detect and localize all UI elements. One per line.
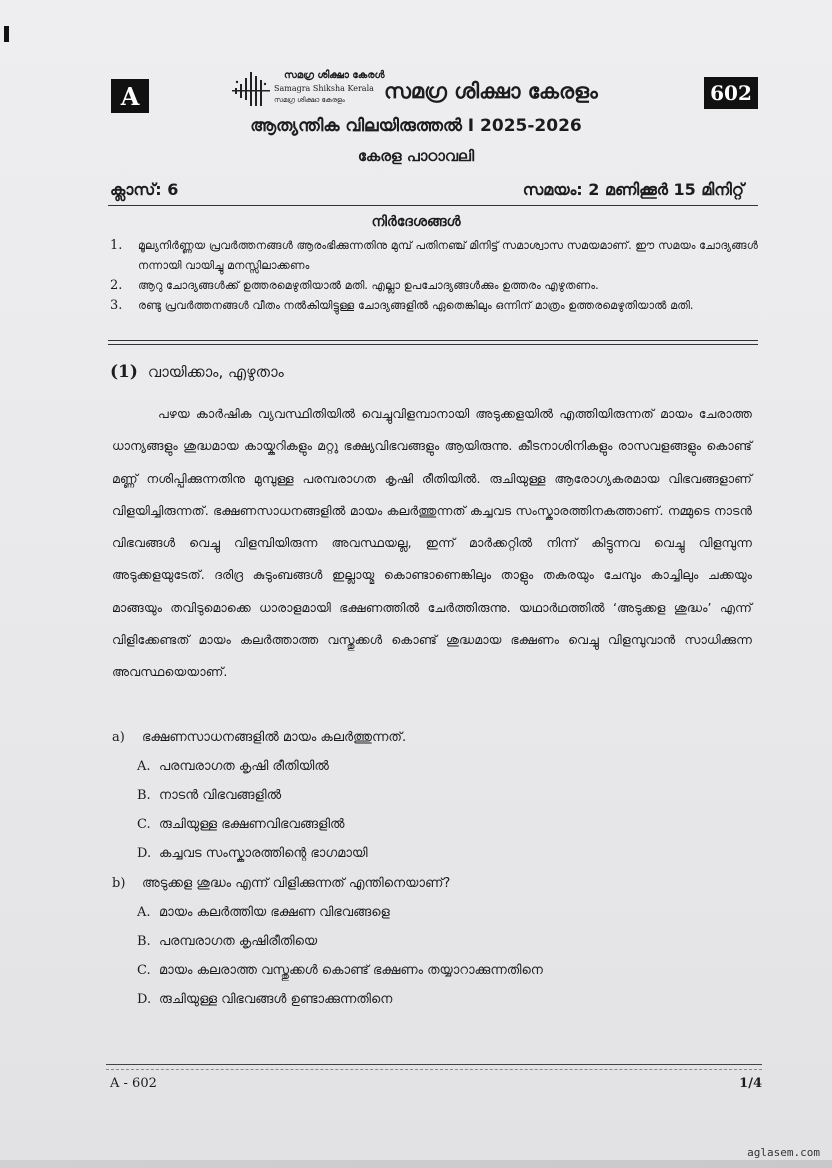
next-page-edge [0,1160,832,1168]
logo-emblem-icon [232,70,272,110]
instruction-text: മൂല്യനിർണ്ണയ പ്രവർത്തനങ്ങൾ ആരംഭിക്കുന്നതിനു മുമ്പ് പതിനഞ്ച് മിനിട്ട് സമാശ്വാസ സമയമാണ്. ഈ സമയം ചോദ്യങ്ങൾ നന്നായി വായിച്ചു മനസ്സിലാക്കണം [138,239,758,272]
instruction-number: 1. [110,238,123,253]
samagra-shiksha-logo [232,68,385,114]
instructions-divider [108,340,758,345]
option-label: D. [137,992,152,1007]
section-heading [110,362,284,382]
exam-title: ആത്യന്തിക വിലയിരുത്തൽ I 2025-2026 [250,116,582,136]
option-label: C. [137,817,151,832]
question-label: a) [112,730,125,745]
scan-corner-mark [4,26,9,42]
option-text: മായം കലർത്തിയ ഭക്ഷണ വിഭവങ്ങളെ [159,905,390,920]
subject-title: കേരള പാഠാവലി [357,147,475,165]
option-label: C. [137,963,151,978]
footer-divider [106,1064,762,1065]
question-b [112,876,450,891]
instruction-text: ആറു ചോദ്യങ്ങൾക്ക് ഉത്തരമെഴുതിയാൽ മതി. എല്ലാ ഉപചോദ്യങ്ങൾക്കും ഉത്തരം എഴുതണം. [138,279,599,292]
footer-divider-dashed [106,1069,762,1070]
question-b-option [137,905,390,920]
section-number: (1) [110,362,138,382]
time-label: സമയം: 2 മണിക്കൂർ 15 മിനിറ്റ് [522,180,744,199]
option-label: A. [137,905,151,920]
instruction-item [110,296,760,316]
question-a-option [137,788,281,803]
question-b-option [137,963,543,978]
option-label: A. [137,759,151,774]
option-text: മായം കലരാത്ത വസ്തുക്കൾ കൊണ്ട് ഭക്ഷണം തയ്യാറാക്കുന്നതിനെ [159,963,543,978]
question-label: b) [112,876,126,891]
instruction-item [110,236,760,276]
instructions-title: നിർദേശങ്ങൾ [371,214,461,230]
question-a [112,730,406,745]
option-text: രുചിയുള്ള ഭക്ഷണവിഭവങ്ങളിൽ [159,817,345,832]
question-a-option [137,759,329,774]
question-text: അടുക്കള ശുദ്ധം എന്ന് വിളിക്കുന്നത് എന്തിനെയാണ്? [142,876,451,891]
logo-text-english: Samagra Shiksha Kerala [274,84,374,93]
logo-text-malayalam: സമഗ്ര ശിക്ഷാ കേരൾ [284,70,385,81]
instruction-number: 3. [110,298,123,313]
instruction-number: 2. [110,278,123,293]
footer-paper-code: A - 602 [110,1076,157,1091]
class-label: ക്ലാസ്: 6 [110,180,179,199]
paper-code-badge: 602 [704,77,758,109]
question-b-option [137,992,392,1007]
option-text: കച്ചവട സംസ്കാരത്തിന്റെ ഭാഗമായി [159,846,368,861]
instruction-item [110,276,760,296]
question-text: ഭക്ഷണസാധനങ്ങളിൽ മായം കലർത്തുന്നത്. [142,730,407,745]
section-title: വായിക്കാം, എഴുതാം [147,363,284,381]
watermark: aglasem.com [747,1146,820,1159]
organisation-title: സമഗ്ര ശിക്ഷാ കേരളം [384,79,598,103]
question-a-option [137,817,345,832]
reading-passage: പഴയ കാർഷിക വ്യവസ്ഥിതിയിൽ വെച്ചുവിളമ്പാനായി അടുക്കളയിൽ എത്തിയിരുന്നത് മായം ചേരാത്ത ധാന്യങ്ങളും ശുദ്ധമായ കായ്കറികളും മറ്റു ഭക്ഷ്യവിഭവങ്ങളും ആയിരുന്നു. കീടനാശിനികളും രാസവളങ്ങളും കൊണ്ട് മണ്ണ് നശിപ്പിക്കുന്നതിനു മുമ്പുള്ള പരമ്പരാഗത കൃഷി രീതിയിൽ. രുചിയുള്ള ആരോഗ്യകരമായ വിഭവങ്ങളാണ് വിളയിച്ചിരുന്നത്. ഭക്ഷണസാധനങ്ങളിൽ മായം കലർത്തുന്നത് കച്ചവട സംസ്കാരത്തിനകത്താണ്. നമ്മുടെ നാടൻ വിഭവങ്ങൾ വെച്ചു വിളമ്പിയിരുന്ന അവസ്ഥയല്ല, ഇന്ന് മാർക്കറ്റിൽ നിന്ന് കിട്ടുന്നവ വെച്ചു വിളമ്പുന്ന അടുക്കളയുടേത്. ദരിദ്ര കുടുംബങ്ങൾ ഇല്ലായ്മ കൊണ്ടാണെങ്കിലും താളും തകരയും ചേമ്പും കാച്ചിലും ചക്കയും മാങ്ങയും തവിടുമൊക്കെ ധാരാളമായി ഭക്ഷണത്തിൽ ചേർത്തിരുന്നു. യഥാർഥത്തിൽ ‘അടുക്കള ശുദ്ധം’ എന്ന് വിളിക്കേണ്ടത് മായം കലർത്താത്ത വസ്തുക്കൾ കൊണ്ട് ശുദ്ധമായ ഭക്ഷണം വെച്ചു വിളമ്പുവാൻ സാധിക്കുന്ന അവസ്ഥയെയാണ്. [112,406,752,680]
option-text: പരമ്പരാഗത കൃഷി രീതിയിൽ [159,759,329,774]
paper-set-badge: A [111,79,149,113]
instruction-text: രണ്ടു പ്രവർത്തനങ്ങൾ വീതം നൽകിയിട്ടുള്ള ചോദ്യങ്ങളിൽ ഏതെങ്കിലും ഒന്നിന് മാത്രം ഉത്തരമെഴുതിയാൽ മതി. [138,299,694,312]
question-a-option [137,846,368,861]
option-text: രുചിയുള്ള വിഭവങ്ങൾ ഉണ്ടാക്കുന്നതിനെ [159,992,393,1007]
option-label: D. [137,846,152,861]
option-text: നാടൻ വിഭവങ്ങളിൽ [159,788,282,803]
question-b-option [137,934,317,949]
option-text: പരമ്പരാഗത കൃഷിരീതിയെ [159,934,318,949]
logo-text-subline: സമഗ്ര ശിക്ഷാ കേരളം [274,96,345,104]
option-label: B. [137,934,151,949]
header-divider [108,205,758,206]
footer-page-number: 1/4 [739,1076,762,1091]
instructions-list [110,236,760,316]
option-label: B. [137,788,151,803]
